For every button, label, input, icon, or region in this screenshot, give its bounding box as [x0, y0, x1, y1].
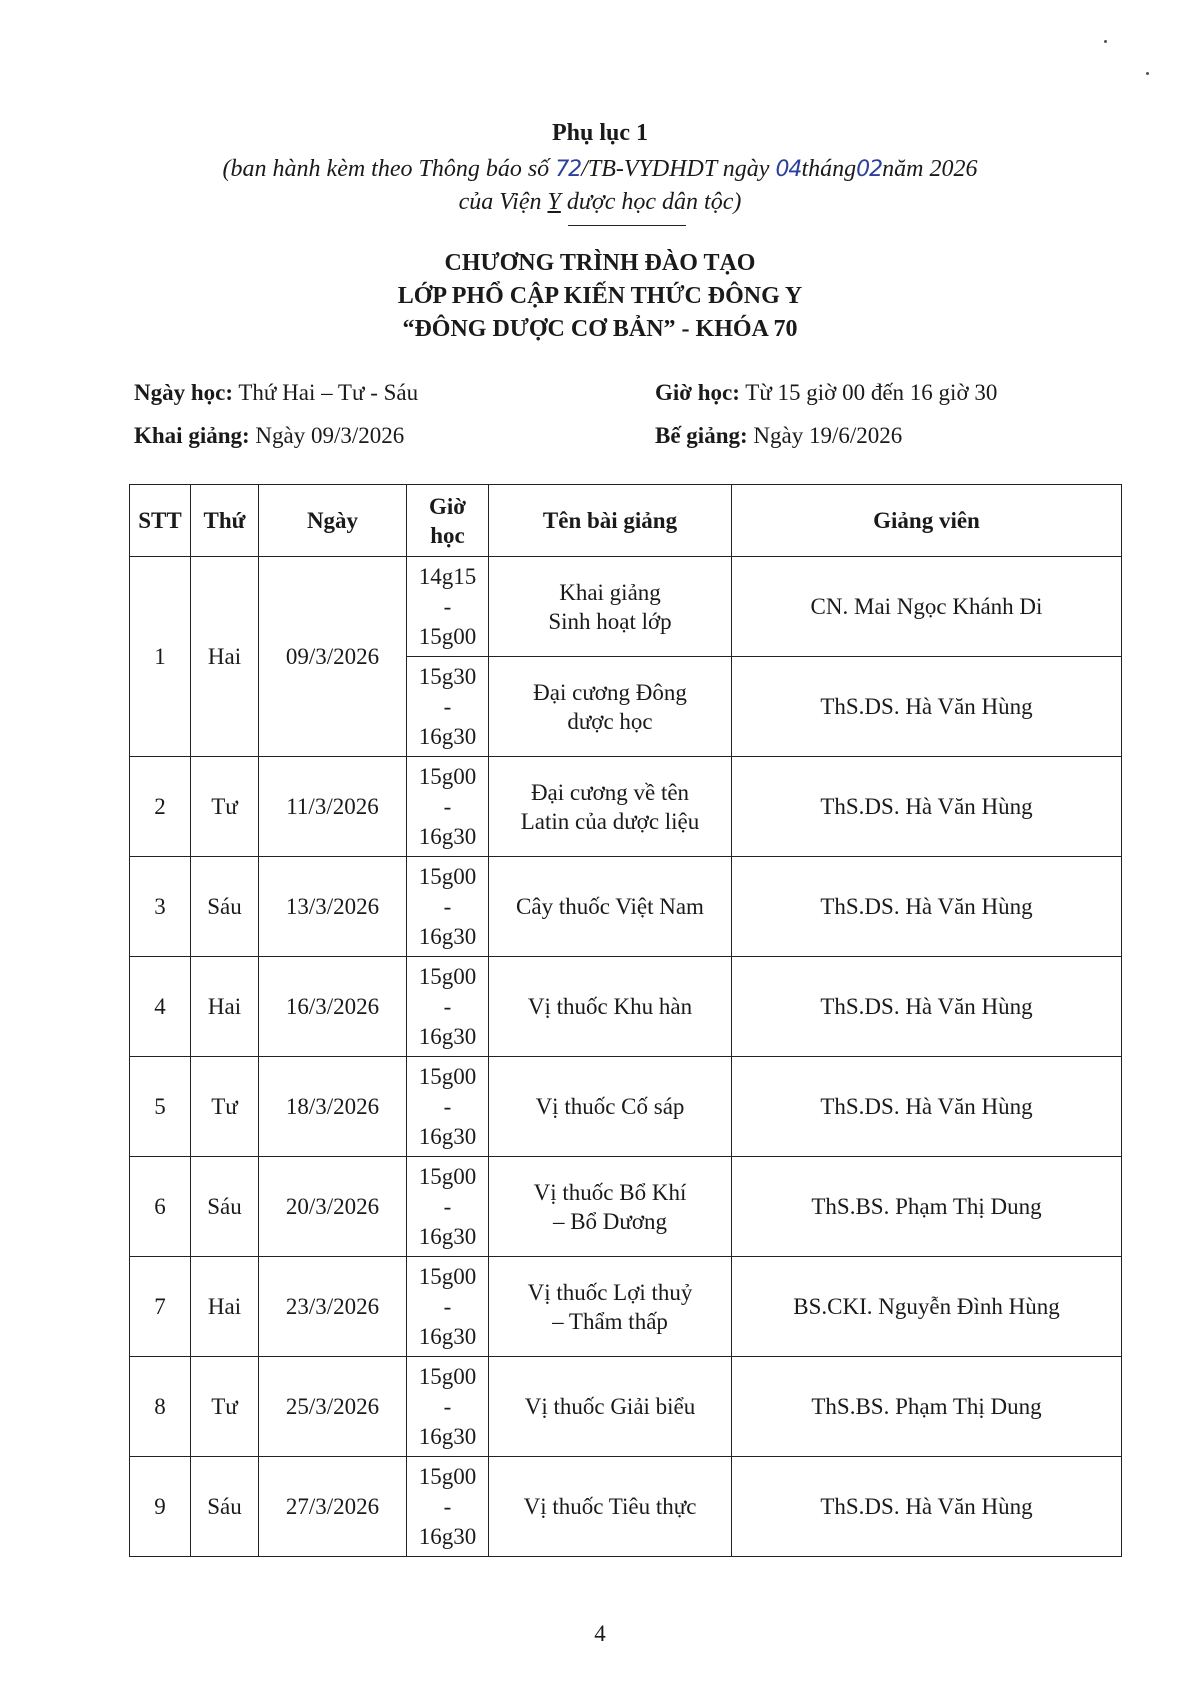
cell-lecturer: BS.CKI. Nguyễn Đình Hùng	[732, 1257, 1122, 1357]
time-end: 16g30	[418, 1023, 477, 1049]
cell-lecturer: ThS.DS. Hà Văn Hùng	[732, 1057, 1122, 1157]
header-lecture: Tên bài giảng	[489, 485, 732, 557]
notice-number-handwritten: 72	[555, 157, 582, 182]
cell-weekday: Hai	[191, 957, 259, 1057]
header-time-line2: học	[430, 522, 465, 548]
cell-weekday: Hai	[191, 1257, 259, 1357]
cell-lecture	[489, 757, 732, 857]
cell-stt: 2	[130, 757, 191, 857]
time-separator: -	[443, 593, 452, 619]
cell-lecturer: ThS.DS. Hà Văn Hùng	[732, 857, 1122, 957]
table-row	[130, 1257, 1122, 1357]
lecture-line1: Vị thuốc Tiêu thực	[523, 1494, 697, 1519]
time-start: 14g15	[418, 563, 477, 589]
header-divider	[568, 225, 686, 226]
lecture-line1: Vị thuốc Lợi thuỷ	[527, 1279, 693, 1305]
cell-weekday: Tư	[191, 1357, 259, 1457]
table-row	[130, 1057, 1122, 1157]
closing-date	[655, 423, 902, 449]
issuer-line	[0, 189, 1200, 216]
header-date: Ngày	[259, 485, 407, 557]
time-end: 16g30	[418, 1323, 477, 1349]
time-separator: -	[443, 1293, 452, 1319]
cell-time	[407, 557, 489, 657]
cell-weekday: Tư	[191, 757, 259, 857]
month-word: tháng	[801, 156, 857, 182]
time-start: 15g00	[418, 1063, 477, 1089]
study-days-value: Thứ Hai – Tư - Sáu	[238, 380, 419, 405]
time-end: 15g00	[418, 623, 477, 649]
study-days	[134, 380, 418, 406]
cell-time	[407, 1257, 489, 1357]
cell-lecture	[489, 557, 732, 657]
cell-stt: 4	[130, 957, 191, 1057]
table-row	[130, 1357, 1122, 1457]
time-end: 16g30	[418, 823, 477, 849]
table-row	[130, 557, 1122, 657]
day-handwritten: 04	[775, 157, 802, 182]
time-end: 16g30	[418, 1223, 477, 1249]
month-handwritten: 02	[856, 157, 883, 182]
cell-lecturer: CN. Mai Ngọc Khánh Di	[732, 557, 1122, 657]
time-end: 16g30	[418, 723, 477, 749]
opening-date	[134, 423, 404, 449]
table-row	[130, 757, 1122, 857]
study-days-label: Ngày học:	[134, 380, 234, 405]
cell-lecture	[489, 1057, 732, 1157]
cell-time	[407, 1457, 489, 1557]
time-start: 15g00	[418, 1463, 477, 1489]
lecture-line1: Cây thuốc Việt Nam	[516, 894, 704, 919]
time-end: 16g30	[418, 1123, 477, 1149]
cell-lecture	[489, 857, 732, 957]
time-separator: -	[443, 1093, 452, 1119]
table-row	[130, 857, 1122, 957]
lecture-line1: Vị thuốc Giải biểu	[524, 1394, 696, 1419]
cell-date: 18/3/2026	[259, 1057, 407, 1157]
study-time	[655, 380, 997, 406]
lecture-line1: Đại cương Đông	[533, 679, 687, 705]
header-time-line1: Giờ	[428, 493, 466, 519]
time-start: 15g00	[418, 863, 477, 889]
table-row	[130, 1457, 1122, 1557]
table-row	[130, 1157, 1122, 1257]
time-end: 16g30	[418, 1523, 477, 1549]
page-number: 4	[594, 1621, 606, 1646]
cell-lecture	[489, 1257, 732, 1357]
time-start: 15g00	[418, 763, 477, 789]
cell-lecturer: ThS.DS. Hà Văn Hùng	[732, 657, 1122, 757]
cell-lecture	[489, 957, 732, 1057]
lecture-line1: Vị thuốc Cố sáp	[535, 1094, 685, 1119]
cell-time	[407, 1057, 489, 1157]
cell-stt: 1	[130, 557, 191, 757]
issued-prefix: (ban hành kèm theo Thông báo số	[222, 156, 550, 182]
time-separator: -	[443, 1493, 452, 1519]
cell-date: 11/3/2026	[259, 757, 407, 857]
opening-value: Ngày 09/3/2026	[255, 423, 405, 448]
cell-lecture	[489, 1457, 732, 1557]
closing-value: Ngày 19/6/2026	[753, 423, 903, 448]
time-separator: -	[443, 693, 452, 719]
cell-date: 13/3/2026	[259, 857, 407, 957]
table-header-row	[130, 485, 1122, 557]
issuer-suffix: dược học dân tộc)	[566, 189, 742, 215]
cell-stt: 7	[130, 1257, 191, 1357]
lecture-line2: – Bổ Dương	[552, 1208, 668, 1234]
time-separator: -	[443, 1193, 452, 1219]
lecture-line1: Vị thuốc Khu hàn	[527, 994, 693, 1019]
scan-speck	[1104, 40, 1107, 43]
cell-weekday: Tư	[191, 1057, 259, 1157]
cell-date: 16/3/2026	[259, 957, 407, 1057]
time-separator: -	[443, 893, 452, 919]
time-start: 15g00	[418, 1263, 477, 1289]
cell-stt: 3	[130, 857, 191, 957]
program-title-line2: LỚP PHỔ CẬP KIẾN THỨC ĐÔNG Y	[397, 283, 803, 309]
header-time	[407, 485, 489, 557]
cell-lecture	[489, 1357, 732, 1457]
time-start: 15g00	[418, 1163, 477, 1189]
time-end: 16g30	[418, 1423, 477, 1449]
cell-weekday: Sáu	[191, 857, 259, 957]
time-separator: -	[443, 793, 452, 819]
time-start: 15g00	[418, 963, 477, 989]
issuer-underlined: Y	[547, 189, 561, 215]
cell-time	[407, 657, 489, 757]
cell-lecturer: ThS.BS. Phạm Thị Dung	[732, 1157, 1122, 1257]
cell-time	[407, 957, 489, 1057]
cell-stt: 5	[130, 1057, 191, 1157]
lecture-line1: Khai giảng	[559, 579, 661, 605]
header-stt: STT	[130, 485, 191, 557]
table-row	[130, 957, 1122, 1057]
cell-lecture	[489, 657, 732, 757]
cell-lecturer: ThS.DS. Hà Văn Hùng	[732, 957, 1122, 1057]
cell-lecturer: ThS.BS. Phạm Thị Dung	[732, 1357, 1122, 1457]
time-start: 15g30	[418, 663, 477, 689]
cell-time	[407, 857, 489, 957]
lecture-line2: Latin của dược liệu	[520, 808, 700, 834]
program-title-line3: “ĐÔNG DƯỢC CƠ BẢN” - KHÓA 70	[402, 316, 798, 342]
time-end: 16g30	[418, 923, 477, 949]
cell-time	[407, 1357, 489, 1457]
header-lecturer: Giảng viên	[732, 485, 1122, 557]
cell-date: 27/3/2026	[259, 1457, 407, 1557]
program-title-line1: CHƯƠNG TRÌNH ĐÀO TẠO	[444, 250, 756, 276]
lecture-line2: Sinh hoạt lớp	[548, 608, 672, 634]
lecture-line2: dược học	[567, 708, 653, 734]
cell-date: 23/3/2026	[259, 1257, 407, 1357]
cell-lecturer: ThS.DS. Hà Văn Hùng	[732, 757, 1122, 857]
study-time-label: Giờ học:	[655, 380, 740, 405]
appendix-title: Phụ lục 1	[551, 120, 649, 146]
lecture-line2: – Thẩm thấp	[552, 1308, 668, 1334]
cell-time	[407, 1157, 489, 1257]
notice-code: /TB-VYDHDT ngày	[581, 156, 770, 182]
cell-time	[407, 757, 489, 857]
cell-lecture	[489, 1157, 732, 1257]
study-time-value: Từ 15 giờ 00 đến 16 giờ 30	[745, 380, 998, 405]
cell-date: 25/3/2026	[259, 1357, 407, 1457]
cell-date: 09/3/2026	[259, 557, 407, 757]
cell-stt: 8	[130, 1357, 191, 1457]
cell-weekday: Hai	[191, 557, 259, 757]
cell-weekday: Sáu	[191, 1157, 259, 1257]
header-weekday: Thứ	[191, 485, 259, 557]
cell-date: 20/3/2026	[259, 1157, 407, 1257]
scan-speck	[1146, 72, 1149, 75]
closing-label: Bế giảng:	[655, 423, 748, 448]
time-start: 15g00	[418, 1363, 477, 1389]
cell-weekday: Sáu	[191, 1457, 259, 1557]
cell-stt: 9	[130, 1457, 191, 1557]
schedule-table	[129, 484, 1122, 1557]
issuer-prefix: của Viện	[458, 189, 542, 215]
time-separator: -	[443, 993, 452, 1019]
time-separator: -	[443, 1393, 452, 1419]
lecture-line1: Vị thuốc Bổ Khí	[533, 1179, 687, 1205]
year-text: năm 2026	[882, 156, 978, 182]
issued-by-line	[0, 156, 1200, 183]
cell-stt: 6	[130, 1157, 191, 1257]
lecture-line1: Đại cương về tên	[530, 779, 690, 805]
cell-lecturer: ThS.DS. Hà Văn Hùng	[732, 1457, 1122, 1557]
opening-label: Khai giảng:	[134, 423, 250, 448]
